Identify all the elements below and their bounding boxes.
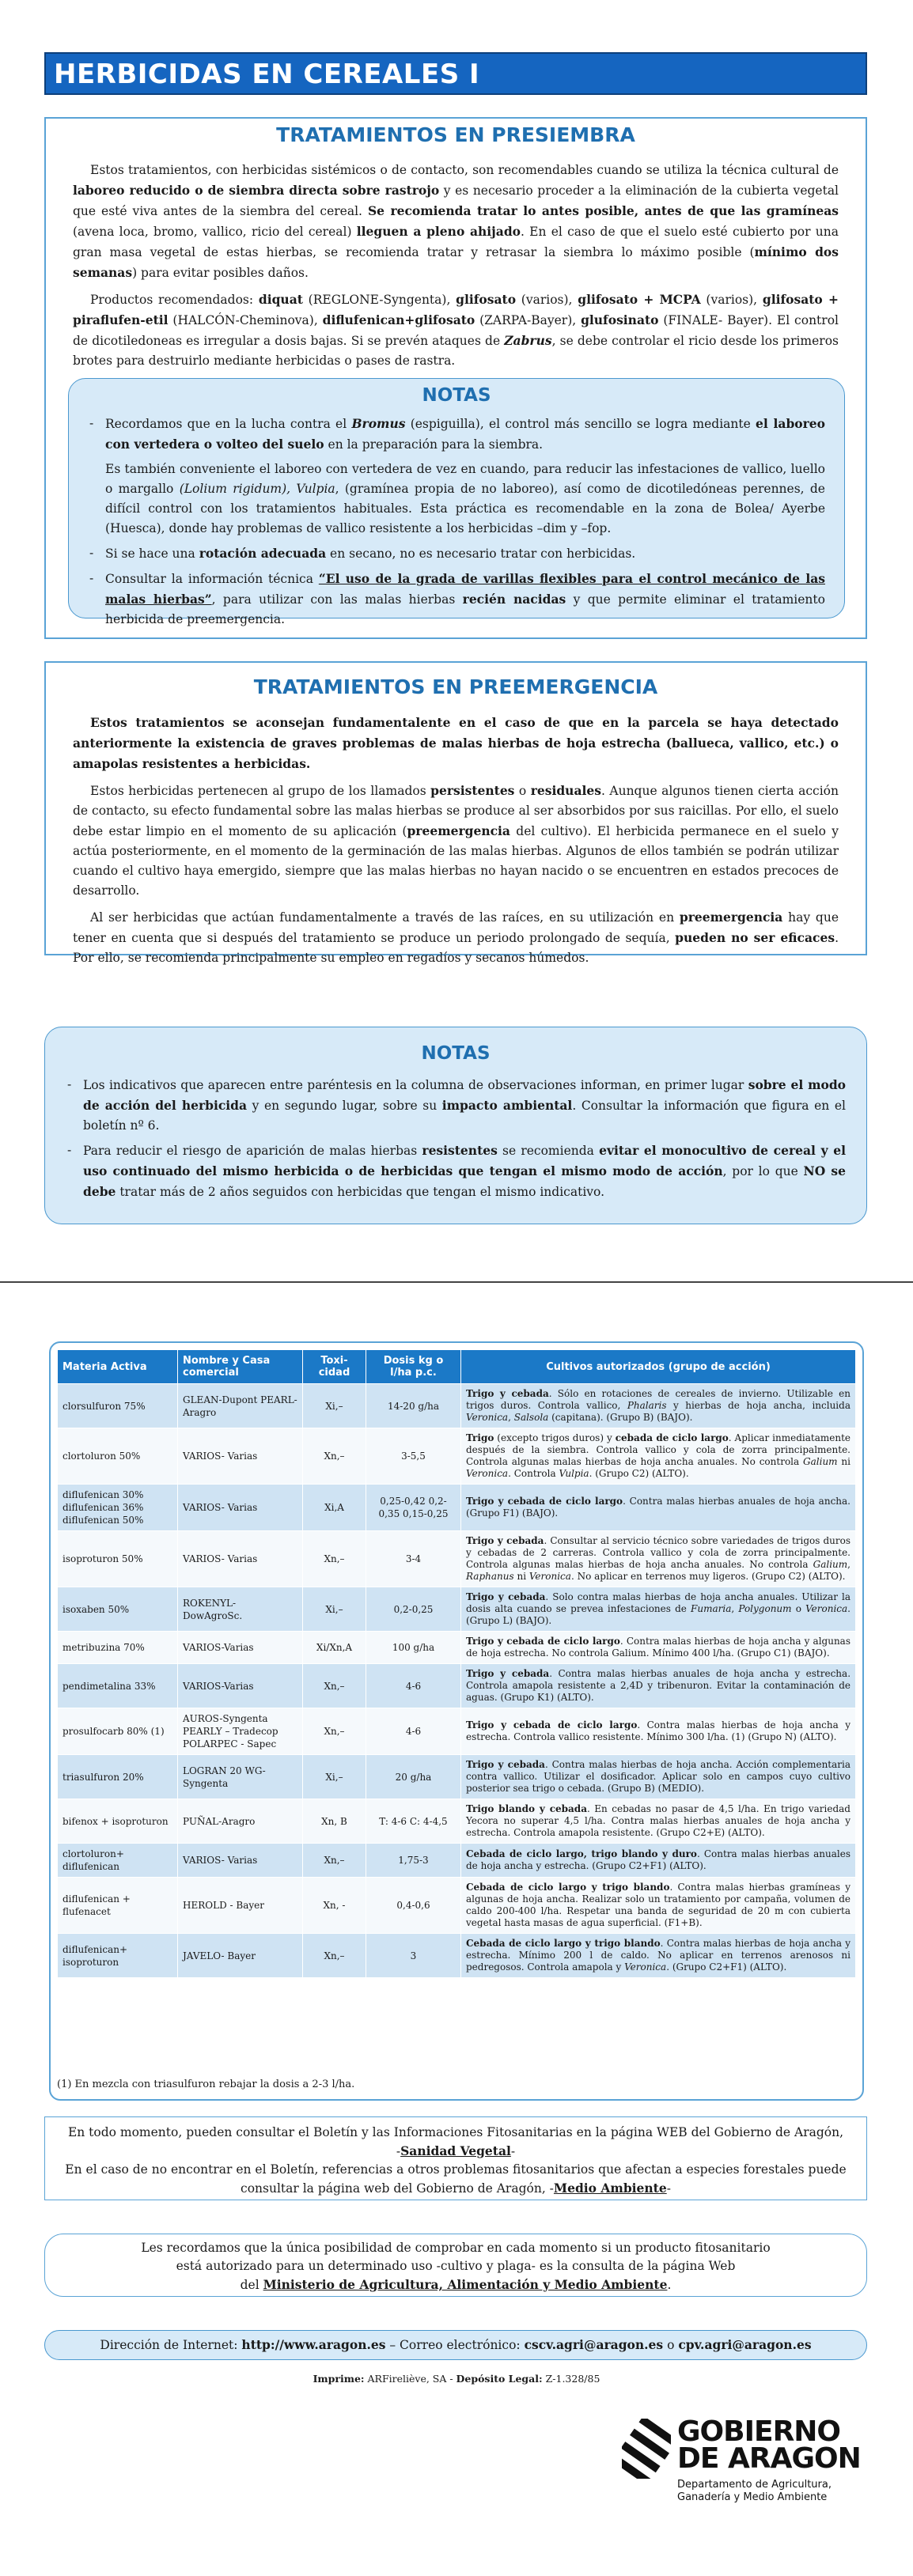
- imprint-dep: Z-1.328/85: [542, 2373, 600, 2385]
- cell-dosis: 100 g/ha: [366, 1632, 461, 1664]
- table-row: [58, 1587, 856, 1632]
- cell-nombre: VARIOS-Varias: [178, 1632, 303, 1664]
- note-bromus: - Recordamos que en la lucha contra el Bromus (espiguilla), el control más sencillo se logra mediante el laboreo con vertedera o volteo del suelo en la preparación para la siembra.: [88, 414, 825, 455]
- table-row: [58, 1844, 856, 1878]
- cell-nombre: VARIOS- Varias: [178, 1428, 303, 1485]
- cell-dosis: 4-6: [366, 1664, 461, 1708]
- resistance-notes-heading: NOTAS: [421, 1043, 491, 1064]
- cell-cultivos: Trigo y cebada. Solo contra malas hierbas de hoja ancha anuales. Utilizar la dosis alta cuando se prevea infestaciones de Fumaria, Polygonum o Veronica. (Grupo L) (BAJO).: [461, 1587, 856, 1632]
- cell-toxicidad: Xi/Xn,A: [303, 1632, 366, 1664]
- cell-cultivos: Trigo y cebada. Contra malas hierbas anuales de hoja ancha y estrecha. Controla amapola resistente a 2,4D y tribenuron. Evitar la contaminación de aguas. (Grupo K1) (ALTO).: [461, 1664, 856, 1708]
- presiembra-notes-heading: NOTAS: [422, 385, 491, 406]
- contact-or: o: [663, 2338, 679, 2352]
- table-row: [58, 1934, 856, 1978]
- info2-line2: está autorizado para un determinado uso -cultivo y plaga- es la consulta de la página Web: [176, 2259, 736, 2273]
- table-header-row: [58, 1350, 856, 1384]
- link-ministerio[interactable]: Ministerio de Agricultura, Alimentación y Medio Ambiente: [263, 2277, 668, 2292]
- note-laboreo-vertedera: Es también conveniente el laboreo con vertedera de vez en cuando, para reducir las infestaciones de vallico, luello o margallo (Lolium rigidum), Vulpia, (gramínea propia de no laboreo), así como de dicotiledóneas perennes, de difícil control con los tratamientos habituales. Esta práctica es recomendable en la zona de Bolea/ Ayerbe (Huesca), donde hay problemas de vallico resistente a los herbicidas –dim y –fop.: [105, 462, 825, 535]
- cell-dosis: 3: [366, 1934, 461, 1978]
- cell-materia: triasulfuron 20%: [58, 1755, 178, 1799]
- note-rotacion: - Si se hace una rotación adecuada en secano, no es necesario tratar con herbicidas.: [88, 543, 825, 564]
- cell-nombre: LOGRAN 20 WG-Syngenta: [178, 1755, 303, 1799]
- contact-bar: [44, 2330, 867, 2360]
- note-resistentes: - Para reducir el riesgo de aparición de malas hierbas resistentes se recomienda evitar el monocultivo de cereal y el uso continuado del mismo herbicida o de herbicidas que tengan el mismo modo de acción, por lo que NO se debe tratar más de 2 años seguidos con herbicidas que tengan el mismo indicativo.: [66, 1140, 846, 1202]
- note-indicativos: - Los indicativos que aparecen entre paréntesis en la columna de observaciones informan, en primer lugar sobre el modo de acción del herbicida y en segundo lugar, sobre su impacto ambiental. Consultar la información que figura en el boletín nº 6.: [66, 1075, 846, 1136]
- imprint-printer: ARFireliève, SA -: [364, 2373, 456, 2385]
- preemergencia-paragraph-3: Al ser herbicidas que actúan fundamentalmente a través de las raíces, en su utilización en preemergencia hay que tener en cuenta que si después del tratamiento se produce un periodo prolongado de sequía, pueden no ser eficaces. Por ello, se recomienda principalmente su empleo en regadíos y secanos húmedos.: [73, 910, 839, 965]
- presiembra-heading: TRATAMIENTOS EN PRESIEMBRA: [276, 123, 635, 146]
- cell-materia: clortoluron 50%: [58, 1428, 178, 1485]
- cell-nombre: JAVELO- Bayer: [178, 1934, 303, 1978]
- cell-nombre: GLEAN-Dupont PEARL-Aragro: [178, 1384, 303, 1428]
- cell-materia: diflufenican+ isoproturon: [58, 1934, 178, 1978]
- cell-cultivos: Trigo (excepto trigos duros) y cebada de ciclo largo. Aplicar inmediatamente después de la siembra. Controla vallico y cola de zorra principalmente. Controla algunas malas hierbas de hoja ancha anuales. No controla Galium ni Veronica. Controla Vulpia. (Grupo C2) (ALTO).: [461, 1428, 856, 1485]
- imprint-dep-label: Depósito Legal:: [456, 2373, 543, 2385]
- cell-nombre: VARIOS- Varias: [178, 1485, 303, 1531]
- cell-dosis: 1,75-3: [366, 1844, 461, 1878]
- cell-toxicidad: Xi,–: [303, 1587, 366, 1632]
- contact-mail-label: – Correo electrónico:: [385, 2338, 525, 2352]
- preemergencia-paragraph-2: Estos herbicidas pertenecen al grupo de los llamados persistentes o residuales. Aunque algunos tienen cierta acción de contacto, su efecto fundamental sobre las malas hierbas se produce al ser absorbidos por sus raicillas. Por ello, el suelo debe estar limpio en el momento de su aplicación (preemergencia del cultivo). El herbicida permanece en el suelo y actúa posteriormente, en el momento de la germinación de las malas hierbas. Algunos de ellos también se podrán utilizar cuando el cultivo haya emergido, siempre que las malas hierbas no hayan nacido o se encuentren en estados precoces de desarrollo.: [73, 783, 839, 898]
- cell-materia: bifenox + isoproturon: [58, 1799, 178, 1844]
- col-dosis: Dosis kg o l/ha p.c.: [366, 1350, 461, 1384]
- page-2: [0, 1288, 913, 2576]
- cell-cultivos: Trigo y cebada de ciclo largo. Contra malas hierbas de hoja ancha y algunas de hoja estrecha. No controla Galium. Mínimo 400 l/ha. (Grupo C1) (BAJO).: [461, 1632, 856, 1664]
- presiembra-paragraph-2: Productos recomendados: diquat (REGLONE-Syngenta), glifosato (varios), glifosato + MCPA (varios), glifosato + piraflufen-etil (HALCÓN-Cheminova), diflufenican+glifosato (ZARPA-Bayer), glufosinato (FINALE- Bayer). El control de dicotiledoneas es irregular a dosis bajas. Si se prevén ataques de Zabrus, se debe controlar el ricio desde los primeros brotes para destruirlo mediante herbicidas o pases de rastra.: [73, 292, 839, 368]
- imprint-line: [0, 2373, 913, 2385]
- cell-dosis: 0,4-0,6: [366, 1878, 461, 1934]
- page-1: [0, 0, 913, 1283]
- cell-toxicidad: Xn,–: [303, 1531, 366, 1587]
- cell-toxicidad: Xn,–: [303, 1428, 366, 1485]
- table-row: [58, 1664, 856, 1708]
- info-box-ministerio: Les recordamos que la única posibilidad de comprobar en cada momento si un producto fitosanitario está autorizado para un determinado uso -cultivo y plaga- es la consulta de la página Web del Ministerio de Agricultura, Alimentación y Medio Ambiente.: [44, 2234, 867, 2297]
- presiembra-panel: [44, 117, 867, 639]
- logo-line2: DE ARAGON: [677, 2442, 861, 2475]
- table-row: [58, 1799, 856, 1844]
- table-row: [58, 1708, 856, 1755]
- presiembra-notes: [68, 378, 845, 626]
- cell-dosis: 4-6: [366, 1708, 461, 1755]
- cell-toxicidad: Xn, B: [303, 1799, 366, 1844]
- cell-materia: isoxaben 50%: [58, 1587, 178, 1632]
- cell-dosis: 3-4: [366, 1531, 461, 1587]
- cell-cultivos: Trigo y cebada. Contra malas hierbas de hoja ancha. Acción complementaria contra vallico. Utilizar el dosificador. Aplicar solo en campos cuyo cultivo posterior sea trigo o cebada. (Grupo B) (MEDIO).: [461, 1755, 856, 1799]
- logo-line1: GOBIERNO: [677, 2415, 841, 2448]
- cell-materia: pendimetalina 33%: [58, 1664, 178, 1708]
- cell-toxicidad: Xn,–: [303, 1844, 366, 1878]
- link-mail-cscv[interactable]: cscv.agri@aragon.es: [524, 2337, 664, 2352]
- info1-line2: En el caso de no encontrar en el Boletín, referencias a otros problemas fitosanitarios que afectan a especies forestales puede consultar la página web del Gobierno de Aragón, -: [65, 2162, 847, 2196]
- cell-materia: clorsulfuron 75%: [58, 1384, 178, 1428]
- cell-materia: diflufenican + flufenacet: [58, 1878, 178, 1934]
- cell-toxicidad: Xi,–: [303, 1384, 366, 1428]
- info1-line1: En todo momento, pueden consultar el Boletín y las Informaciones Fitosanitarias en la página WEB del Gobierno de Aragón,: [67, 2125, 844, 2139]
- col-cultivos: Cultivos autorizados (grupo de acción): [461, 1350, 856, 1384]
- cell-materia: diflufenican 30% diflufenican 36% diflufenican 50%: [58, 1485, 178, 1531]
- cell-cultivos: Cebada de ciclo largo y trigo blando. Contra malas hierbas de hoja ancha y estrecha. Mínimo 200 l de caldo. No aplicar en terrenos arenosos ni pedregosos. Controla amapola y Veronica. (Grupo C2+F1) (ALTO).: [461, 1934, 856, 1978]
- cell-dosis: 0,2-0,25: [366, 1587, 461, 1632]
- preemergencia-panel: [44, 661, 867, 965]
- table-row: [58, 1755, 856, 1799]
- col-materia-activa: Materia Activa: [58, 1350, 178, 1384]
- cell-materia: prosulfocarb 80% (1): [58, 1708, 178, 1755]
- cell-nombre: AUROS-Syngenta PEARLY – Tradecop POLARPEC - Sapec: [178, 1708, 303, 1755]
- link-mail-cpv[interactable]: cpv.agri@aragon.es: [678, 2337, 812, 2352]
- cell-nombre: HEROLD - Bayer: [178, 1878, 303, 1934]
- aragon-cross-icon: [622, 2419, 671, 2479]
- cell-cultivos: Trigo y cebada. Consultar al servicio técnico sobre variedades de trigos duros y cebadas de 2 carreras. Controla vallico y cola de zorra principalmente. Controla algunas malas hierbas de hoja ancha anuales. No controla Galium, Raphanus ni Veronica. No aplicar en terrenos muy ligeros. (Grupo C2) (ALTO).: [461, 1531, 856, 1587]
- cell-cultivos: Cebada de ciclo largo, trigo blando y duro. Contra malas hierbas anuales de hoja ancha y estrecha. (Grupo C2+F1) (ALTO).: [461, 1844, 856, 1878]
- cell-materia: metribuzina 70%: [58, 1632, 178, 1664]
- table-row: [58, 1384, 856, 1428]
- resistance-notes: [44, 1027, 867, 1224]
- cell-nombre: VARIOS- Varias: [178, 1844, 303, 1878]
- table-row: [58, 1878, 856, 1934]
- cell-toxicidad: Xi,A: [303, 1485, 366, 1531]
- imprint-label: Imprime:: [313, 2373, 365, 2385]
- cell-cultivos: Trigo y cebada de ciclo largo. Contra malas hierbas anuales de hoja ancha. (Grupo F1) (BAJO).: [461, 1485, 856, 1531]
- cell-dosis: 3-5,5: [366, 1428, 461, 1485]
- page-title: HERBICIDAS EN CEREALES I: [44, 52, 867, 95]
- cell-toxicidad: Xn,–: [303, 1708, 366, 1755]
- cell-cultivos: Cebada de ciclo largo y trigo blando. Contra malas hierbas gramíneas y algunas de hoja ancha. Realizar solo un tratamiento por campaña, volumen de caldo 200-400 l/ha. Respetar una banda de seguridad de 20 m con cubierta vegetal hasta masas de agua superficial. (F1+B).: [461, 1878, 856, 1934]
- cell-dosis: 0,25-0,42 0,2-0,35 0,15-0,25: [366, 1485, 461, 1531]
- preemergencia-paragraph-1: Estos tratamientos se aconsejan fundamentalente en el caso de que en la parcela se haya detectado anteriormente la existencia de graves problemas de malas hierbas de hoja estrecha (ballueca, vallico, etc.) o amapolas resistentes a herbicidas.: [73, 715, 839, 771]
- link-aragon-es[interactable]: http://www.aragon.es: [241, 2337, 386, 2352]
- herbicide-table: [57, 1349, 856, 1978]
- info-box-sanidad: En todo momento, pueden consultar el Boletín y las Informaciones Fitosanitarias en la página WEB del Gobierno de Aragón, -Sanidad Vegetal- En el caso de no encontrar en el Boletín, referencias a otros problemas fitosanitarios que afectan a especies forestales puede consultar la página web del Gobierno de Aragón, -Medio Ambiente-: [44, 2116, 867, 2200]
- info2-line3: del: [240, 2278, 263, 2292]
- logo-sub2: Ganadería y Medio Ambiente: [677, 2491, 828, 2503]
- cell-dosis: T: 4-6 C: 4-4,5: [366, 1799, 461, 1844]
- cell-nombre: PUÑAL-Aragro: [178, 1799, 303, 1844]
- cell-toxicidad: Xn,–: [303, 1934, 366, 1978]
- cell-cultivos: Trigo y cebada. Sólo en rotaciones de cereales de invierno. Utilizable en trigos duros. Controla vallico, Phalaris y hierbas de hoja ancha, incluida Veronica, Salsola (capitana). (Grupo B) (BAJO).: [461, 1384, 856, 1428]
- note-grada-varillas: - Consultar la información técnica “El uso de la grada de varillas flexibles para el control mecánico de las malas hierbas”, para utilizar con las malas hierbas recién nacidas y que permite eliminar el tratamiento herbicida de preemergencia.: [88, 569, 825, 630]
- cell-toxicidad: Xn,–: [303, 1664, 366, 1708]
- cell-toxicidad: Xn, -: [303, 1878, 366, 1934]
- info2-line1: Les recordamos que la única posibilidad de comprobar en cada momento si un producto fitosanitario: [141, 2241, 771, 2255]
- cell-cultivos: Trigo y cebada de ciclo largo. Contra malas hierbas de hoja ancha y estrecha. Controla vallico resistente. Mínimo 300 l/ha. (1) (Grupo N) (ALTO).: [461, 1708, 856, 1755]
- logo-sub1: Departamento de Agricultura,: [677, 2479, 832, 2491]
- cell-nombre: VARIOS- Varias: [178, 1531, 303, 1587]
- table-footnote: (1) En mezcla con triasulfuron rebajar la dosis a 2-3 l/ha.: [57, 2079, 355, 2090]
- table-row: [58, 1428, 856, 1485]
- cell-dosis: 14-20 g/ha: [366, 1384, 461, 1428]
- table-row: [58, 1531, 856, 1587]
- cell-toxicidad: Xi,–: [303, 1755, 366, 1799]
- cell-materia: isoproturon 50%: [58, 1531, 178, 1587]
- cell-nombre: VARIOS-Varias: [178, 1664, 303, 1708]
- cell-dosis: 20 g/ha: [366, 1755, 461, 1799]
- cell-nombre: ROKENYL- DowAgroSc.: [178, 1587, 303, 1632]
- cell-materia: clortoluron+ diflufenican: [58, 1844, 178, 1878]
- link-sanidad-vegetal[interactable]: Sanidad Vegetal: [400, 2143, 511, 2158]
- table-row: [58, 1485, 856, 1531]
- gobierno-aragon-logo: [622, 2415, 867, 2526]
- preemergencia-heading: TRATAMIENTOS EN PREEMERGENCIA: [253, 675, 658, 698]
- presiembra-paragraph-1: Estos tratamientos, con herbicidas sistémicos o de contacto, son recomendables cuando se utiliza la técnica cultural de laboreo reducido o de siembra directa sobre rastrojo y es necesario proceder a la eliminación de la cubierta vegetal que esté viva antes de la siembra del cereal. Se recomienda tratar lo antes posible, antes de que las gramíneas (avena loca, bromo, vallico, ricio del cereal) lleguen a pleno ahijado. En el caso de que el suelo esté cubierto por una gran masa vegetal de estas hierbas, se recomienda tratar y retrasar la siembra lo máximo posible (mínimo dos semanas) para evitar posibles daños.: [73, 163, 839, 280]
- cell-cultivos: Trigo blando y cebada. En cebadas no pasar de 4,5 l/ha. En trigo variedad Yecora no superar 4,5 l/ha. Contra malas hierbas anuales de hoja ancha y estrecha. Controla amapola resistente. (Grupo C2+E) (ALTO).: [461, 1799, 856, 1844]
- col-nombre-casa: Nombre y Casa comercial: [178, 1350, 303, 1384]
- link-medio-ambiente[interactable]: Medio Ambiente: [553, 2181, 667, 2196]
- table-row: [58, 1632, 856, 1664]
- contact-dir-label: Dirección de Internet:: [100, 2338, 242, 2352]
- col-toxicidad: Toxi-cidad: [303, 1350, 366, 1384]
